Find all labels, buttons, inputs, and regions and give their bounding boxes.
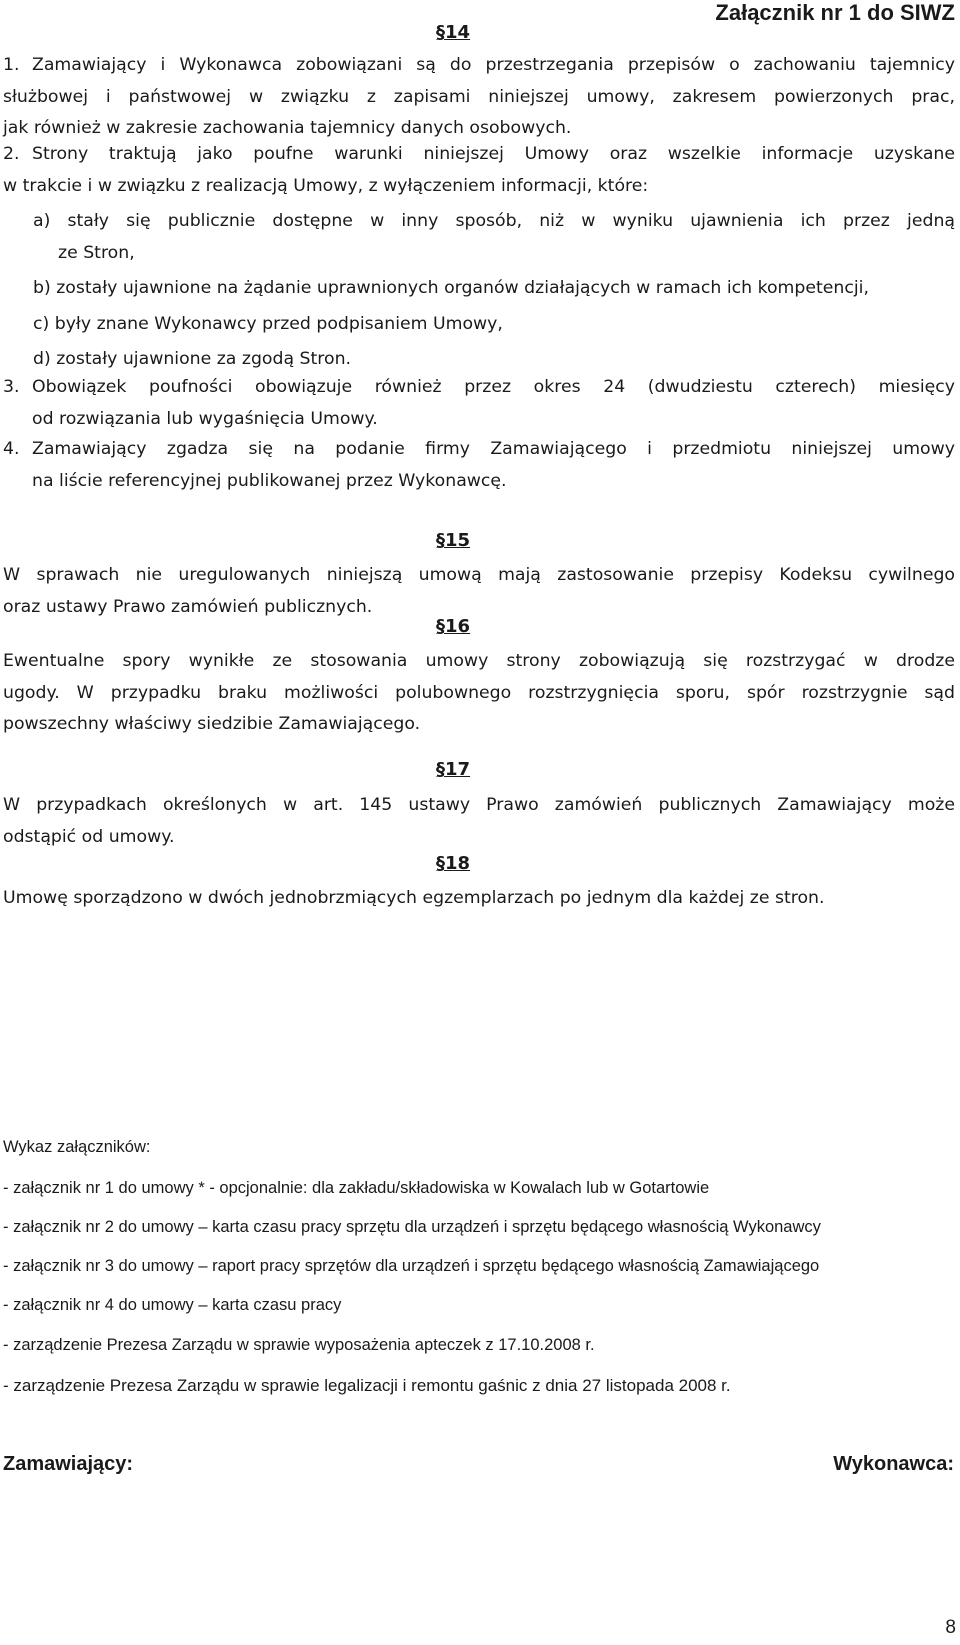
attachment-item: - załącznik nr 3 do umowy – raport pracy sprzętów dla urządzeń i sprzętu będącego własnością Zamawiającego [3, 1257, 820, 1275]
s17-line1: W przypadkach określonych w art. 145 ustawy Prawo zamówień publicznych Zamawiający może [3, 795, 955, 815]
section-16-heading: §16 [436, 616, 471, 637]
attachment-item: - zarządzenie Prezesa Zarządu w sprawie legalizacji i remontu gaśnic z dnia 27 listopada 2008 r. [3, 1376, 731, 1395]
s14-p1-label: 1. [3, 55, 20, 75]
s14-paragraph-3 [3, 372, 955, 435]
s16-paragraph [3, 646, 955, 741]
attachment-item: - załącznik nr 2 do umowy – karta czasu pracy sprzętu dla urządzeń i sprzętu będącego własnością Wykonawcy [3, 1218, 821, 1236]
s14-p1-line3: jak również w zakresie zachowania tajemnicy danych osobowych. [3, 118, 572, 138]
s14-paragraph-1 [3, 50, 955, 145]
s14-p3-label: 3. [3, 377, 20, 397]
s14-p1-line2: służbowej i państwowej w związku z zapisami niniejszej umowy, zakresem powierzonych prac, [3, 86, 955, 107]
s14-p2-label: 2. [3, 144, 20, 164]
s14-p2-line1: Strony traktują jako poufne warunki niniejszej Umowy oraz wszelkie informacje uzyskane [32, 144, 955, 164]
signature-left-label: Zamawiający: [3, 1453, 134, 1475]
s14-p2-item-b: b) zostały ujawnione na żądanie uprawnionych organów działających w ramach ich kompetencji, [33, 278, 869, 298]
s14-p3-line1: Obowiązek poufności obowiązuje również przez okres 24 (dwudziestu czterech) miesięcy [32, 377, 955, 397]
s14-p4-label: 4. [3, 439, 20, 459]
attachments-title: Wykaz załączników: [3, 1138, 151, 1156]
s14-p4-line2: na liście referencyjnej publikowanej przez Wykonawcę. [32, 470, 507, 491]
document-header: Załącznik nr 1 do SIWZ [715, 0, 955, 25]
s14-p4-line1: Zamawiający zgadza się na podanie firmy Zamawiającego i przedmiotu niniejszej umowy [32, 439, 955, 459]
s18-paragraph [3, 883, 955, 915]
s14-p3-line2: od rozwiązania lub wygaśnięcia Umowy. [32, 408, 378, 429]
s14-p2-item-c: c) były znane Wykonawcy przed podpisaniem Umowy, [33, 313, 503, 334]
s14-p2-item-d: d) zostały ujawnione za zgodą Stron. [33, 349, 352, 369]
s14-paragraph-4 [3, 434, 955, 497]
s16-line3: powszechny właściwy siedzibie Zamawiającego. [3, 714, 421, 734]
section-14-heading: §14 [436, 22, 471, 43]
section-15-heading: §15 [436, 530, 471, 551]
s17-paragraph [3, 790, 955, 853]
s15-paragraph [3, 560, 955, 623]
attachment-item: - zarządzenie Prezesa Zarządu w sprawie wyposażenia apteczek z 17.10.2008 r. [3, 1336, 595, 1354]
attachment-item: - załącznik nr 4 do umowy – karta czasu pracy [3, 1296, 342, 1314]
s16-line2: ugody. W przypadku braku możliwości polubownego rozstrzygnięcia sporu, spór rozstrzygnie sąd [3, 682, 955, 703]
section-17-heading: §17 [436, 759, 471, 780]
signature-right-label: Wykonawca: [833, 1453, 954, 1475]
page-number: 8 [945, 1617, 956, 1638]
s17-line2: odstąpić od umowy. [3, 826, 175, 847]
attachment-item: - załącznik nr 1 do umowy * - opcjonalnie: dla zakładu/składowiska w Kowalach lub w Gotartowie [3, 1179, 710, 1197]
section-18-heading: §18 [436, 853, 471, 874]
s15-line2: oraz ustawy Prawo zamówień publicznych. [3, 596, 373, 617]
s15-line1: W sprawach nie uregulowanych niniejszą umową mają zastosowanie przepisy Kodeksu cywilnego [3, 565, 955, 585]
s16-line1: Ewentualne spory wynikłe ze stosowania umowy strony zobowiązują się rozstrzygać w drodze [3, 651, 955, 671]
s14-p2-item-a-line1: a) stały się publicznie dostępne w inny sposób, niż w wyniku ujawnienia ich przez jedną [33, 211, 955, 231]
s14-p2-item-a-line2: ze Stron, [58, 242, 135, 263]
s18-line1: Umowę sporządzono w dwóch jednobrzmiących egzemplarzach po jednym dla każdej ze stron. [3, 888, 825, 908]
s14-paragraph-2 [3, 139, 955, 376]
s14-p2-line2: w trakcie i w związku z realizacją Umowy, z wyłączeniem informacji, które: [3, 175, 649, 196]
s14-p1-line1: Zamawiający i Wykonawca zobowiązani są do przestrzegania przepisów o zachowaniu tajemnicy [32, 55, 955, 75]
